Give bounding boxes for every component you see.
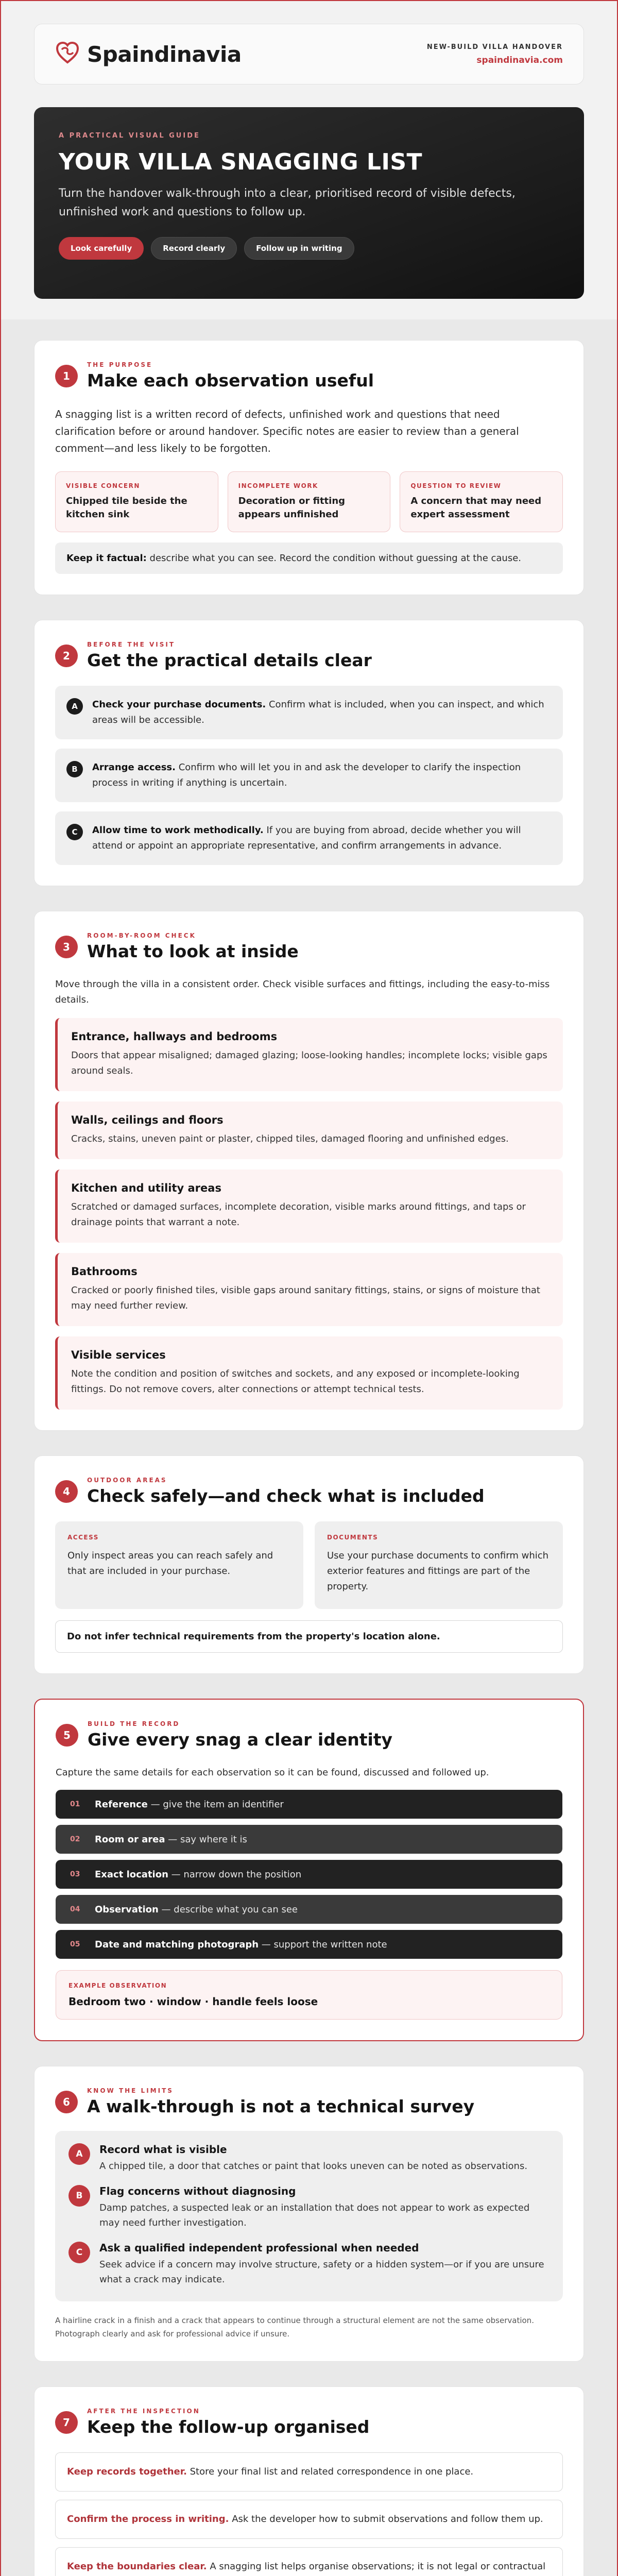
hero-kicker: A PRACTICAL VISUAL GUIDE: [59, 132, 200, 140]
step-letter: A: [66, 698, 83, 715]
section-limits: [34, 2066, 584, 2362]
section-number: 4: [55, 1480, 78, 1503]
box-text: Use your purchase documents to confirm which exterior features and fittings are part of the property.: [327, 1550, 549, 1592]
section-eyebrow: AFTER THE INSPECTION: [87, 2408, 200, 2415]
record-rows: [56, 1790, 562, 1959]
room-text: Cracked or poorly finished tiles, visible gaps around sanitary fittings, stains, or signs of moisture that may need further review.: [71, 1285, 540, 1311]
section-number: 1: [55, 365, 78, 387]
content-band: [1, 319, 617, 2576]
section-title: Check safely—and check what is included: [87, 1486, 485, 1506]
section-follow-up: [34, 2386, 584, 2576]
room-item: [55, 1018, 563, 1091]
record-num: 02: [70, 1835, 80, 1843]
tag-follow-up: Follow up in writing: [244, 237, 354, 260]
room-title: Visible services: [71, 1349, 166, 1361]
concern-text: Decoration or fitting appears unfinished: [238, 496, 346, 520]
hero-title: YOUR VILLA SNAGGING LIST: [59, 149, 423, 175]
limit-title: Record what is visible: [99, 2143, 227, 2156]
section-room-check: [34, 911, 584, 1431]
room-text: Note the condition and position of switches and sockets, and any exposed or incomplete-looking fittings. Do not remove covers, alter connections or attempt technical tests.: [71, 1368, 520, 1395]
step-letter: B: [66, 761, 83, 777]
section-eyebrow: THE PURPOSE: [87, 361, 153, 368]
example-label: EXAMPLE OBSERVATION: [68, 1982, 167, 1989]
section-title: Make each observation useful: [87, 370, 374, 391]
limit-title: Ask a qualified independent professional when needed: [99, 2242, 419, 2254]
section-build-record: [34, 1699, 584, 2041]
step-text: Check your purchase documents. Confirm what is included, when you can inspect, and which areas will be accessible.: [92, 699, 544, 725]
limit-item: [68, 2242, 550, 2287]
brand-name: Spaindinavia: [87, 41, 242, 67]
header-right: [427, 43, 563, 65]
room-title: Bathrooms: [71, 1265, 138, 1278]
record-num: 03: [70, 1870, 80, 1878]
note-bold: Keep it factual:: [66, 553, 147, 564]
limit-text: Damp patches, a suspected leak or an installation that does not appear to work as expected may need further investigation.: [99, 2202, 530, 2228]
follow-item: Keep records together. Store your final list and related correspondence in one place.: [55, 2452, 563, 2492]
section-paragraph: A snagging list is a written record of defects, unfinished work and questions that need clarification before or around handover. Specific notes are easier to review than a general comment—and less likely to be forgotten.: [55, 408, 519, 454]
record-num: 04: [70, 1905, 80, 1913]
concern-label: INCOMPLETE WORK: [238, 482, 318, 489]
step-row: [55, 749, 563, 802]
room-item: [55, 1336, 563, 1410]
section-purpose: [34, 340, 584, 595]
section-title: What to look at inside: [87, 941, 299, 961]
step-text: Arrange access. Confirm who will let you in and ask the developer to clarify the inspection process in writing if anything is uncertain.: [92, 762, 521, 788]
section-head: [55, 641, 563, 670]
section-head: [56, 1720, 562, 1750]
section-head: [55, 361, 563, 391]
room-text: Scratched or damaged surfaces, incomplete decoration, visible marks around fittings, and taps or drainage points that warrant a note.: [71, 1201, 526, 1228]
record-row: [56, 1790, 562, 1819]
room-text: Doors that appear misaligned; damaged glazing; loose-looking handles; incomplete locks; visible gaps around seals.: [71, 1050, 547, 1076]
box-label: DOCUMENTS: [327, 1534, 379, 1541]
section-eyebrow: ROOM-BY-ROOM CHECK: [87, 932, 196, 939]
record-text: Observation — describe what you can see: [95, 1904, 298, 1915]
room-item: [55, 1170, 563, 1243]
section-head: [55, 2408, 563, 2437]
room-title: Kitchen and utility areas: [71, 1182, 221, 1194]
limit-letter: A: [68, 2143, 90, 2165]
limit-item: [68, 2185, 550, 2230]
room-text: Cracks, stains, uneven paint or plaster, chipped tiles, damaged flooring and unfinished edges.: [71, 1133, 509, 1144]
limit-text: A chipped tile, a door that catches or paint that looks uneven can be noted as observations.: [99, 2161, 528, 2172]
heart-logo-icon: [55, 41, 80, 67]
section-eyebrow: KNOW THE LIMITS: [87, 2087, 174, 2094]
concern-label: VISIBLE CONCERN: [66, 482, 140, 489]
room-title: Entrance, hallways and bedrooms: [71, 1030, 278, 1043]
section-before-visit: [34, 620, 584, 886]
record-text: Room or area — say where it is: [95, 1834, 247, 1845]
record-row: [56, 1930, 562, 1959]
follow-item: Keep the boundaries clear. A snagging list helps organise observations; it is not legal or contractual: [55, 2547, 563, 2576]
concern-card: [55, 471, 218, 532]
limit-letter: C: [68, 2242, 90, 2263]
section-number: 5: [56, 1724, 78, 1747]
limit-title: Flag concerns without diagnosing: [99, 2185, 296, 2197]
record-text: Exact location — narrow down the position: [95, 1869, 302, 1880]
section-number: 2: [55, 645, 78, 667]
box-text: Only inspect areas you can reach safely and that are included in your purchase.: [67, 1550, 273, 1577]
section-eyebrow: BEFORE THE VISIT: [87, 641, 176, 648]
section-head: [55, 2087, 563, 2116]
section-paragraph: Capture the same details for each observation so it can be found, discussed and followed up.: [56, 1767, 489, 1778]
concern-card: [228, 471, 391, 532]
brand[interactable]: [55, 41, 242, 67]
room-item: [55, 1101, 563, 1159]
section-title: Get the practical details clear: [87, 650, 372, 670]
section-title: A walk-through is not a technical survey: [87, 2096, 475, 2116]
limits-panel: [55, 2131, 563, 2301]
concern-label: QUESTION TO REVIEW: [410, 482, 502, 489]
section-title: Keep the follow-up organised: [87, 2417, 370, 2437]
section-paragraph: Move through the villa in a consistent order. Check visible surfaces and fittings, including the easy-to-miss details.: [55, 979, 550, 1005]
hero-tags: [59, 237, 559, 260]
hero-subtitle: Turn the handover walk-through into a clear, prioritised record of visible defects, unfinished work and questions to follow up.: [59, 187, 516, 218]
record-num: 05: [70, 1940, 80, 1948]
concern-cards: [55, 471, 563, 532]
record-num: 01: [70, 1800, 80, 1808]
step-text: Allow time to work methodically. If you are buying from abroad, decide whether you will attend or appoint an appropriate representative, and confirm arrangements in advance.: [92, 825, 521, 851]
box-label: ACCESS: [67, 1534, 99, 1541]
section-eyebrow: OUTDOOR AREAS: [87, 1477, 167, 1484]
record-row: [56, 1825, 562, 1854]
record-row: [56, 1895, 562, 1924]
hero: [34, 107, 584, 299]
section-outdoor: [34, 1455, 584, 1674]
outdoor-note: Do not infer technical requirements from the property's location alone.: [55, 1620, 563, 1653]
limit-text: Seek advice if a concern may involve structure, safety or a hidden system—or if you are unsure what a crack may indicate.: [99, 2259, 544, 2285]
concern-card: [400, 471, 563, 532]
tag-record-clearly: Record clearly: [151, 237, 237, 260]
room-item: [55, 1253, 563, 1326]
factual-note: [55, 543, 563, 574]
step-row: [55, 811, 563, 865]
room-title: Walls, ceilings and floors: [71, 1114, 224, 1126]
header-kicker: NEW-BUILD VILLA HANDOVER: [426, 43, 563, 51]
outdoor-box: [55, 1521, 303, 1609]
limit-letter: B: [68, 2185, 90, 2207]
step-row: [55, 686, 563, 739]
note-text: describe what you can see. Record the condition without guessing at the cause.: [146, 553, 522, 564]
section-number: 3: [55, 936, 78, 958]
section-head: [55, 932, 563, 961]
example-text: Bedroom two · window · handle feels loose: [68, 1995, 318, 2008]
record-text: Reference — give the item an identifier: [95, 1799, 284, 1810]
record-text: Date and matching photograph — support the written note: [95, 1939, 387, 1950]
section-number: 6: [55, 2091, 78, 2113]
step-letter: C: [66, 824, 83, 840]
concern-text: Chipped tile beside the kitchen sink: [66, 496, 187, 520]
outdoor-box: [315, 1521, 563, 1609]
outdoor-boxes: [55, 1521, 563, 1609]
section-eyebrow: BUILD THE RECORD: [88, 1720, 180, 1727]
example-observation: [56, 1970, 562, 2020]
follow-item: Confirm the process in writing. Ask the developer how to submit observations and follow them up.: [55, 2500, 563, 2539]
record-row: [56, 1860, 562, 1889]
header-site-link[interactable]: spaindinavia.com: [476, 55, 563, 65]
section-number: 7: [55, 2411, 78, 2434]
limit-item: [68, 2143, 550, 2174]
top-bar: [34, 24, 584, 84]
concern-text: A concern that may need expert assessment: [410, 496, 542, 520]
section-title: Give every snag a clear identity: [88, 1730, 393, 1750]
limits-fine-print: A hairline crack in a finish and a crack that appears to continue through a structural element are not the same observation. Photograph clearly and ask for professional advice if unsure.: [55, 2316, 534, 2338]
section-head: [55, 1477, 563, 1506]
tag-look-carefully: Look carefully: [59, 237, 144, 260]
